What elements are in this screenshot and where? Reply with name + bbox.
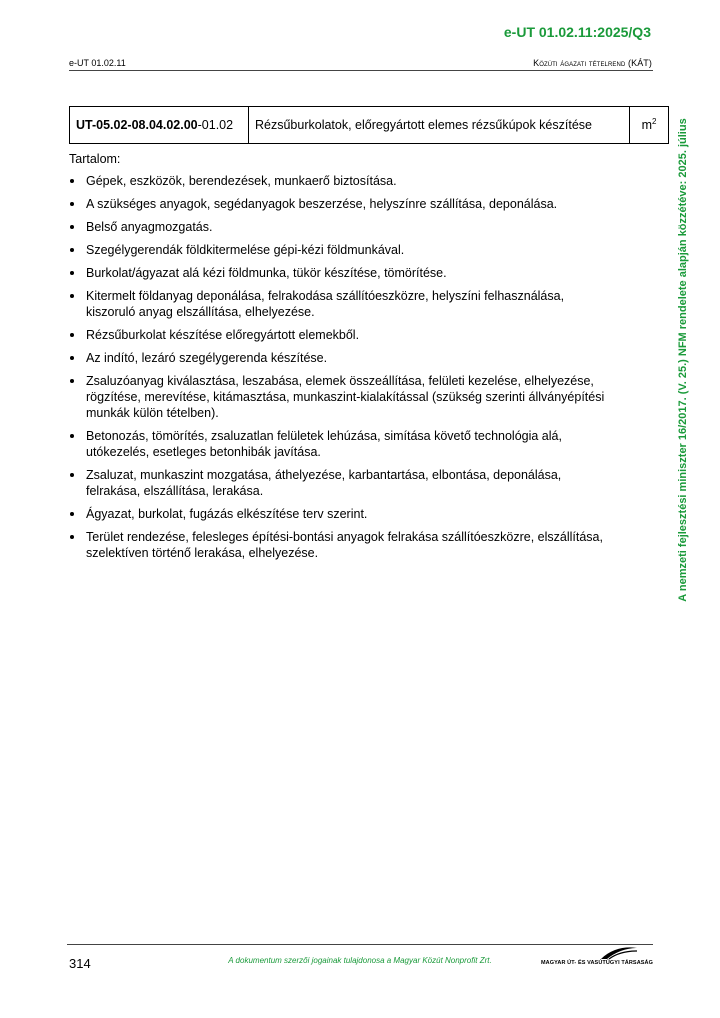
bullet-dot-icon [70, 179, 74, 183]
content-heading: Tartalom: [69, 152, 121, 166]
bullet-text: Gépek, eszközök, berendezések, munkaerő biztosítása. [86, 174, 397, 188]
bullet-dot-icon [70, 473, 74, 477]
publisher-logo [541, 945, 653, 971]
item-unit-cell [630, 107, 669, 144]
bullet-text: Szegélygerendák földkitermelése gépi-kézi földmunkával. [86, 243, 405, 257]
bullet-item [69, 265, 609, 281]
bullet-item [69, 173, 609, 189]
bullet-dot-icon [70, 434, 74, 438]
bullet-dot-icon [70, 512, 74, 516]
item-code-suffix: -01.02 [197, 118, 234, 132]
bullet-text: Rézsűburkolat készítése előregyártott elemekből. [86, 328, 360, 342]
bullet-dot-icon [70, 379, 74, 383]
bullet-item [69, 242, 609, 258]
bullet-item [69, 350, 609, 366]
content-bullet-list [69, 173, 609, 561]
bullet-item [69, 327, 609, 343]
bullet-item [69, 288, 609, 320]
page-number: 314 [69, 956, 91, 971]
bullet-text: Burkolat/ágyazat alá kézi földmunka, tükör készítése, tömörítése. [86, 266, 447, 280]
bullet-text: Zsaluzóanyag kiválasztása, leszabása, elemek összeállítása, felületi kezelése, elhelyezése, rögzítése, merevítése, kitámasztása, munkaszint-kialakítással (szükség szerinti állványépítési munkák külön tételben). [86, 374, 605, 420]
bullet-dot-icon [70, 271, 74, 275]
bullet-text: A szükséges anyagok, segédanyagok beszerzése, helyszínre szállítása, deponálása. [86, 197, 558, 211]
bullet-item [69, 196, 609, 212]
content-section [69, 151, 609, 568]
bullet-text: Belső anyagmozgatás. [86, 220, 213, 234]
bullet-dot-icon [70, 202, 74, 206]
bullet-item [69, 428, 609, 460]
item-description-cell: Rézsűburkolatok, előregyártott elemes rézsűkúpok készítése [249, 107, 630, 144]
bullet-text: Betonozás, tömörítés, zsaluzatlan felületek lehúzása, simítása követő technológia alá, utókezelés, esetleges betonhibák javítása. [86, 429, 562, 459]
document-code: e-UT 01.02.11:2025/Q3 [503, 24, 651, 40]
unit-exponent: 2 [651, 117, 657, 127]
bullet-text: Terület rendezése, felesleges építési-bontási anyagok felrakása szállítóeszközre, elszállítása, szelektíven történő lerakása, elhelyezése. [86, 530, 603, 560]
header-divider [69, 70, 653, 71]
bullet-dot-icon [70, 356, 74, 360]
header-right-title: Közúti ágazati tételrend (KÁT) [533, 58, 652, 68]
side-note-text: A nemzeti fejlesztési miniszter 16/2017. (V. 25.) NFM rendelete alapján közzétéve: 2025. július [677, 118, 689, 602]
side-publication-note [674, 95, 692, 625]
bullet-item [69, 506, 609, 522]
item-code-main: UT-05.02-08.04.02.00 [76, 118, 198, 132]
bullet-item [69, 373, 609, 421]
bullet-dot-icon [70, 535, 74, 539]
bullet-dot-icon [70, 294, 74, 298]
bullet-text: Az indító, lezáró szegélygerenda készítése. [86, 351, 328, 365]
bullet-text: Zsaluzat, munkaszint mozgatása, áthelyezése, karbantartása, elbontása, deponálása, felrakása, elszállítása, lerakása. [86, 468, 562, 498]
header-left-code: e-UT 01.02.11 [69, 58, 126, 68]
copyright-notice: A dokumentum szerzői jogainak tulajdonosa a Magyar Közút Nonprofit Zrt. [228, 956, 492, 965]
bullet-item [69, 467, 609, 499]
bullet-item [69, 529, 609, 561]
logo-text: MAGYAR ÚT- ÉS VASÚTÜGYI TÁRSASÁG [541, 960, 653, 966]
item-row [70, 107, 669, 144]
bullet-text: Kitermelt földanyag deponálása, felrakodása szállítóeszközre, helyszíni felhasználása, kiszoruló anyag elszállítása, elhelyezése. [86, 289, 565, 319]
item-table [69, 106, 669, 144]
bullet-dot-icon [70, 225, 74, 229]
logo-swoosh-icon [599, 945, 639, 961]
bullet-dot-icon [70, 248, 74, 252]
unit-base: m [641, 118, 652, 133]
bullet-dot-icon [70, 333, 74, 337]
item-code-cell [70, 107, 249, 144]
bullet-item [69, 219, 609, 235]
bullet-text: Ágyazat, burkolat, fugázás elkészítése terv szerint. [86, 507, 368, 521]
